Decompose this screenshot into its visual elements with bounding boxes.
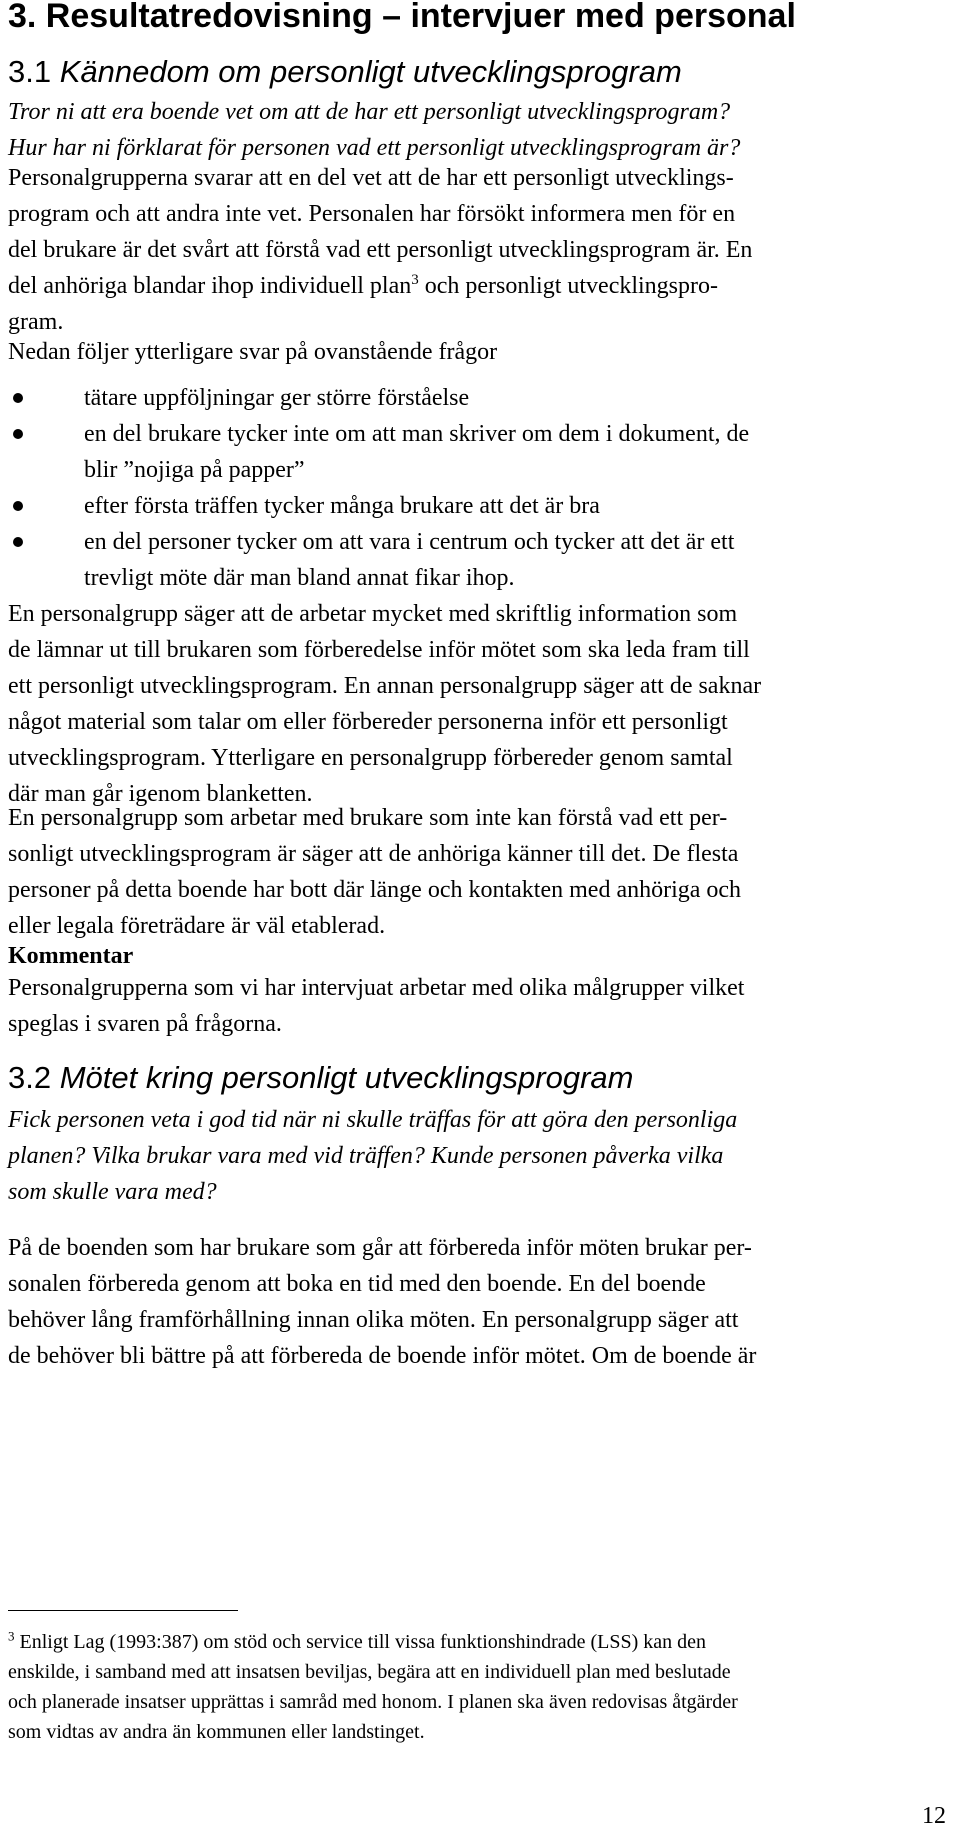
text-line: utvecklingsprogram. Ytterligare en personalgrupp förbereder genom samtal (8, 745, 733, 771)
text-line: personer på detta boende har bott där länge och kontakten med anhöriga och (8, 877, 742, 903)
section-title: Kännedom om personligt utvecklingsprogram (59, 54, 682, 89)
bullet-list (0, 380, 960, 596)
section-heading-3-2 (8, 1058, 634, 1098)
question-line: Fick personen veta i god tid när ni skulle träffas för att göra den personliga (8, 1107, 738, 1133)
list-item: efter första träffen tycker många brukare att det är bra (0, 488, 960, 524)
section-questions (8, 1102, 960, 1210)
text-line: På de boenden som har brukare som går att förbereda inför möten brukar per- (8, 1235, 752, 1261)
text-line: behöver lång framförhållning innan olika möten. En personalgrupp säger att (8, 1307, 739, 1333)
section-title: Mötet kring personligt utvecklingsprogram (59, 1060, 634, 1095)
footnote-marker: 3 (8, 1628, 15, 1644)
text-line: sonalen förbereda genom att boka en tid med den boende. En del boende (8, 1271, 706, 1297)
section-questions (8, 94, 960, 166)
text-line: något material som talar om eller förbereder personerna inför ett personligt (8, 709, 728, 735)
bullet-icon (13, 393, 23, 403)
footnote-line: $^3$ Enligt Lag (1993:387) om stöd och service till vissa funktionshindrade (LSS) kan den (8, 1628, 707, 1653)
question-line: planen? Vilka brukar vara med vid träffen? Kunde personen påverka vilka (8, 1143, 724, 1169)
question-line: Tror ni att era boende vet om att de har ett personligt utvecklingsprogram? (8, 99, 731, 125)
section-number: 3.1 (8, 54, 52, 89)
paragraph (8, 1230, 960, 1374)
text-line: ett personligt utvecklingsprogram. En annan personalgrupp säger att de saknar (8, 673, 762, 699)
footnote (8, 1627, 960, 1747)
text-line: del brukare är det svårt att förstå vad ett personligt utvecklingsprogram är. En (8, 237, 753, 263)
comment-paragraph (8, 970, 960, 1042)
text-line: program och att andra inte vet. Personalen har försökt informera men för en (8, 201, 736, 227)
text-line: de behöver bli bättre på att förbereda de boende inför mötet. Om de boende är (8, 1343, 757, 1369)
question-line: Hur har ni förklarat för personen vad ett personligt utvecklingsprogram är? (8, 135, 741, 161)
footnote-line: enskilde, i samband med att insatsen beviljas, begära att en individuell plan med beslutade (8, 1661, 731, 1683)
text-line: Personalgrupperna svarar att en del vet att de har ett personligt utvecklings- (8, 165, 734, 191)
paragraph (8, 800, 960, 944)
chapter-heading: 3. Resultatredovisning – intervjuer med personal (8, 0, 796, 35)
text-line: gram. (8, 309, 64, 335)
comment-heading: Kommentar (8, 943, 134, 969)
section-number: 3.2 (8, 1060, 52, 1095)
text-line: där man går igenom blanketten. (8, 781, 313, 807)
bullet-icon (13, 537, 23, 547)
bullet-icon (13, 429, 23, 439)
footnote-reference[interactable]: 3 (411, 272, 419, 288)
section-heading-3-1 (8, 52, 682, 92)
text-line: En personalgrupp som arbetar med brukare som inte kan förstå vad ett per- (8, 805, 728, 831)
text-line: En personalgrupp säger att de arbetar mycket med skriftlig information som (8, 601, 738, 627)
text-line: de lämnar ut till brukaren som förberedelse inför mötet som ska leda fram till (8, 637, 750, 663)
paragraph (8, 160, 960, 340)
list-item: en del personer tycker om att vara i centrum och tycker att det är ett trevligt möte där man bland annat fikar ihop. (0, 524, 960, 596)
list-item: tätare uppföljningar ger större förståelse (0, 380, 960, 416)
text-line: del anhöriga blandar ihop individuell plan$^3$ och personligt utvecklingspro- (8, 272, 719, 299)
footnote-line: som vidtas av andra än kommunen eller landstinget. (8, 1721, 425, 1743)
page-number: 12 (922, 1803, 946, 1829)
question-line: som skulle vara med? (8, 1179, 217, 1205)
bullet-icon (13, 501, 23, 511)
text-line: Personalgrupperna som vi har intervjuat arbetar med olika målgrupper vilket (8, 975, 745, 1001)
text-line: speglas i svaren på frågorna. (8, 1011, 282, 1037)
footnote-separator (8, 1610, 238, 1611)
list-intro: Nedan följer ytterligare svar på ovanstående frågor (8, 339, 498, 365)
footnote-line: och planerade insatser upprättas i samråd med honom. I planen ska även redovisas åtgärder (8, 1691, 738, 1713)
paragraph (8, 596, 960, 812)
text-line: sonligt utvecklingsprogram är säger att de anhöriga känner till det. De flesta (8, 841, 739, 867)
text-line: eller legala företrädare är väl etablerad. (8, 913, 386, 939)
list-item: en del brukare tycker inte om att man skriver om dem i dokument, de blir ”nojiga på papper” (0, 416, 960, 488)
